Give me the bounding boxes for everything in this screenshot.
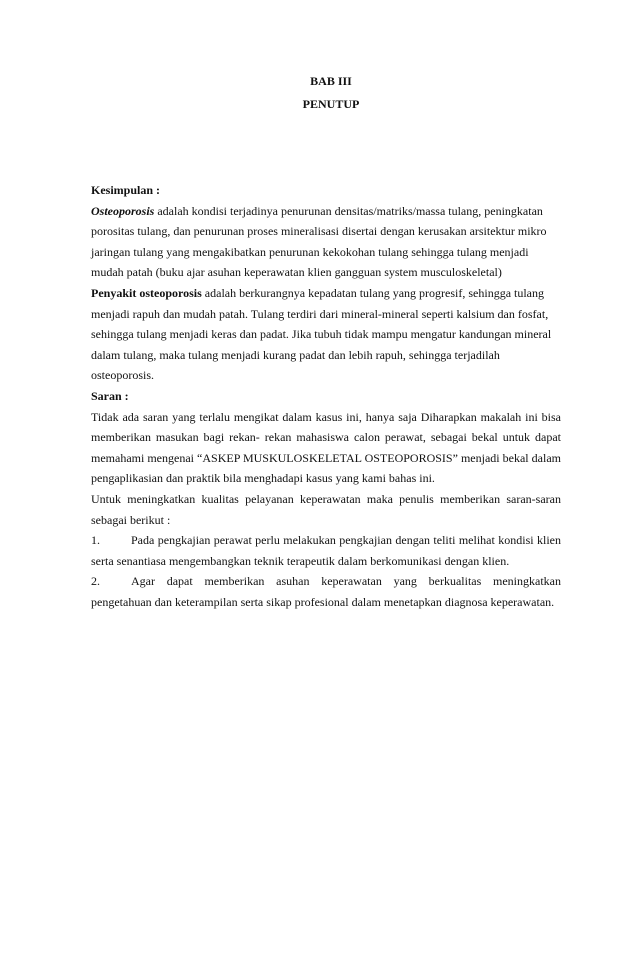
saran-heading: Saran :: [91, 388, 129, 403]
kesimpulan-heading: Kesimpulan :: [91, 183, 161, 197]
term-osteoporosis: Osteoporosis: [91, 203, 155, 218]
saran-paragraph-2: Untuk meningkatkan kualitas pelayanan keperawatan maka penulis memberikan saran-saran sebagai berikut :: [91, 491, 561, 527]
saran-item-1-text: Pada pengkajian perawat perlu melakukan pengkajian dengan teliti melihat kondisi klien serta senantiasa mengembangkan teknik terapeutik dalam berkomunikasi dengan klien.: [91, 533, 561, 568]
saran-item-2: [91, 571, 561, 612]
saran-item-1-number: 1.: [91, 533, 100, 548]
kesimpulan-paragraph-1-text: adalah kondisi terjadinya penurunan densitas/matriks/massa tulang, peningkatan porositas tulang, dan penurunan proses mineralisasi disertai dengan kerusakan arsitektur mikro jaringan tulang yang mengakibatkan penurunan kekokohan tulang sehingga tulang menjadi mudah patah (buku ajar asuhan keperawatan klien gangguan system musculoskeletal): [91, 203, 547, 280]
kesimpulan-paragraph-2: [91, 283, 561, 386]
document-body: [91, 180, 561, 612]
saran-item-2-text: Agar dapat memberikan asuhan keperawatan yang berkualitas meningkatkan pengetahuan dan keterampilan serta sikap profesional dalam menetapkan diagnosa keperawatan.: [91, 574, 561, 609]
kesimpulan-paragraph-1: [91, 201, 561, 283]
chapter-title: PENUTUP: [302, 97, 360, 111]
saran-paragraph-1: Tidak ada saran yang terlalu mengikat dalam kasus ini, hanya saja Diharapkan makalah ini bisa memberikan masukan bagi rekan- rekan mahasiswa calon perawat, sebagai bekal untuk dapat memahami mengenai “ASKEP MUSKULOSKELETAL OSTEOPOROSIS” menjadi bekal dalam pengaplikasian dan praktik bila menghadapi kasus yang kami bahas ini.: [91, 409, 561, 486]
kesimpulan-paragraph-2-text: adalah berkurangnya kepadatan tulang yang progresif, sehingga tulang menjadi rapuh dan mudah patah. Tulang terdiri dari mineral-mineral seperti kalsium dan fosfat, sehingga tulang menjadi keras dan padat. Jika tubuh tidak mampu mengatur kandungan mineral dalam tulang, maka tulang menjadi kurang padat dan lebih rapuh, sehingga terjadilah osteoporosis.: [91, 285, 552, 383]
chapter-number: BAB III: [310, 74, 352, 88]
term-penyakit-osteoporosis: Penyakit osteoporosis: [91, 285, 202, 300]
saran-item-1: [91, 530, 561, 571]
saran-item-2-number: 2.: [91, 574, 100, 589]
